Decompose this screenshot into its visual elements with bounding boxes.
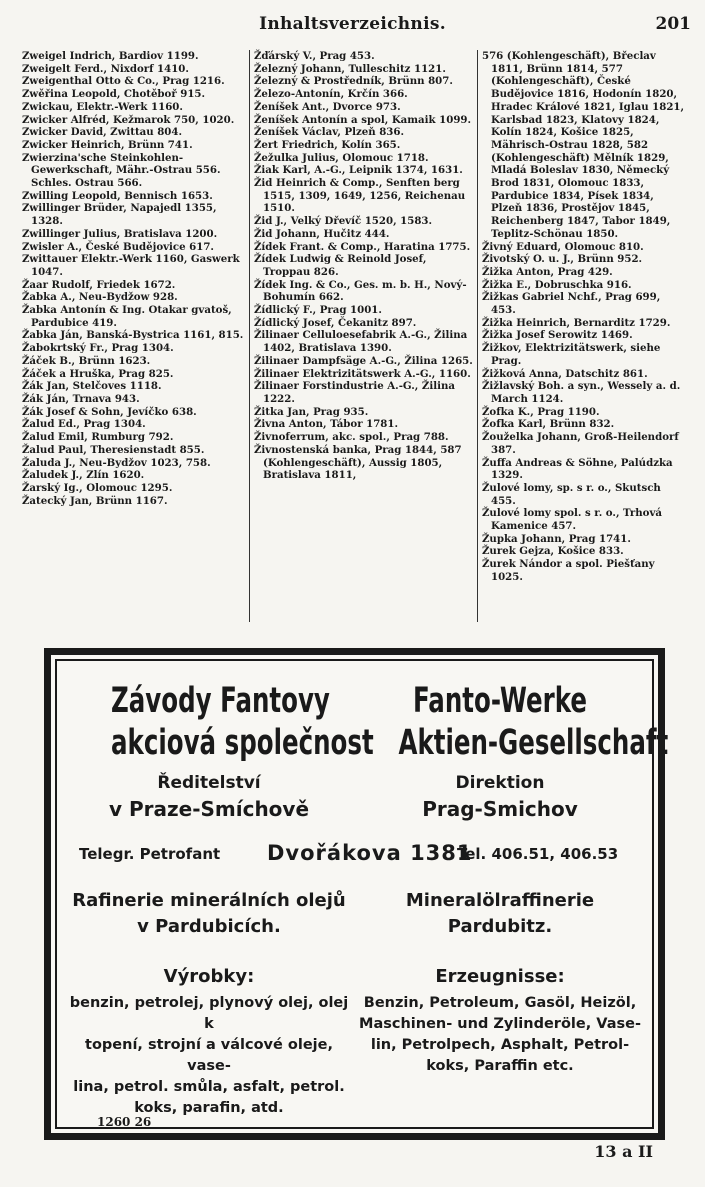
index-entry: Žabka Ján, Banská-Bystrica 1161, 815. <box>22 329 244 342</box>
ad-inner-border <box>55 659 669 1129</box>
index-entry: Žaludek J., Zlín 1620. <box>22 469 145 482</box>
ad-left-title-1: Závody Fantovy <box>111 681 330 721</box>
index-entry: Žilinaer Celluloesefabrik A.-G., Žilina 1402, Bratislava 1390. <box>254 329 468 355</box>
index-entry: Žofka K., Prag 1190. <box>482 405 600 418</box>
ad-left-refinery-1: Rafinerie minerálních olejů <box>72 890 346 911</box>
index-entry: Zwisler A., České Budějovice 617. <box>22 240 214 253</box>
ad-print-code: 1260 26 <box>97 1115 152 1129</box>
index-entry: Zweigel Indrich, Bardiov 1199. <box>22 50 199 62</box>
index-entry: Žižlavský Boh. a syn., Wessely a. d. March 1124. <box>482 380 681 405</box>
ad-product-line: lin, Petrolpech, Asphalt, Petrol- <box>370 1037 630 1053</box>
ad-address: Dvořákova 1381 <box>267 841 473 865</box>
index-entry: Žáček B., Brünn 1623. <box>22 354 151 367</box>
index-entry: Žabokrtský Fr., Prag 1304. <box>22 342 174 355</box>
ad-left-products <box>69 993 349 1119</box>
index-entry: Žežulka Julius, Olomouc 1718. <box>254 151 429 164</box>
index-entry: Žaluda J., Neu-Bydžov 1023, 758. <box>22 456 211 469</box>
index-entry: Žák Josef & Sohn, Jevíčko 638. <box>22 405 197 418</box>
index-entry: Žalud Paul, Theresienstadt 855. <box>22 443 205 456</box>
index-entry: Žižková Anna, Datschitz 861. <box>482 367 648 380</box>
index-entry: Žiak Karl, A.-G., Leipnik 1374, 1631. <box>254 164 463 177</box>
ad-left-sub-1: Ředitelství <box>157 773 261 793</box>
header-title: Inhaltsverzeichnis. <box>259 14 446 34</box>
index-entry: Žižkov, Elektrizitätswerk, siehe Prag. <box>482 342 661 367</box>
ad-right-sub-2: Prag-Smichov <box>422 797 578 821</box>
ad-right-products <box>355 993 645 1077</box>
index-entry: Žídek Frant. & Comp., Haratina 1775. <box>254 240 471 253</box>
index-entry: Žuffa Andreas & Söhne, Palúdzka 1329. <box>482 456 673 482</box>
index-entry: Ženíšek Antonín a spol, Kamaik 1099. <box>254 113 472 126</box>
index-entry: Žilinaer Elektrizitätswerk A.-G., 1160. <box>254 367 471 380</box>
column-divider <box>477 50 478 622</box>
index-entry: Župka Johann, Prag 1741. <box>482 532 631 545</box>
index-entry: Zwillinger Julius, Bratislava 1200. <box>22 227 218 240</box>
index-entry: Zweigelt Ferd., Nixdorf 1410. <box>22 62 189 75</box>
index-entry: Zwierzina'sche Steinkohlen-Gewerkschaft, Mähr.-Ostrau 556. Schles. Ostrau 566. <box>22 151 221 190</box>
index-entry: Zwicker Alfréd, Kežmarok 750, 1020. <box>22 113 235 126</box>
page-header <box>0 14 705 40</box>
index-entry: Žídlický F., Prag 1001. <box>254 304 382 317</box>
ad-product-line: koks, Paraffin etc. <box>426 1058 574 1074</box>
index-entry: Žáček a Hruška, Prag 825. <box>22 367 174 380</box>
index-entry: Žid Johann, Hučitz 444. <box>254 227 390 240</box>
index-entry: Živnoferrum, akc. spol., Prag 788. <box>254 431 449 444</box>
index-entry: Živna Anton, Tábor 1781. <box>254 418 399 431</box>
ad-right-title-1: Fanto-Werke <box>413 681 587 721</box>
ad-product-line: Benzin, Petroleum, Gasöl, Heizöl, <box>363 995 637 1011</box>
ad-right-sub-1: Direktion <box>455 773 545 793</box>
index-entry: Žurek Gejza, Košice 833. <box>482 545 624 558</box>
ad-left-refinery-2: v Pardubicích. <box>137 916 281 937</box>
ad-right-title-2: Aktien-Gesellschaft <box>398 723 669 763</box>
index-entry: Žižka Josef Serowitz 1469. <box>482 329 633 342</box>
index-column-1 <box>22 50 246 507</box>
index-entry: Žilinaer Forstindustrie A.-G., Žilina 1222. <box>254 380 455 405</box>
index-entry: 576 (Kohlengeschäft), Břeclav 1811, Brünn 1814, 577 (Kohlengeschäft), České Budějovice 1816, Hodonín 1820, Hradec Králové 1821, Iglau 1821, Karlsbad 1823, Klatovy 1824, Kolín 1824, Košice 1825, Mährisch-Ostrau 1828, 582 (Kohlengeschäft) Mělník 1829, Mladá Boleslav 1830, Německý Brod 1831, Olomouc 1833, Pardubice 1834, Písek 1834, Plzeň 1836, Prostějov 1845, Reichenberg 1847, Tabor 1849, Teplitz-Schönau 1850. <box>482 50 685 240</box>
index-entry: Zweigenthal Otto & Co., Prag 1216. <box>22 75 225 88</box>
index-entry: Žák Jan, Stelčoves 1118. <box>22 380 162 393</box>
index-columns <box>22 50 686 630</box>
column-divider <box>249 50 250 622</box>
index-entry: Žid J., Velký Dřevíč 1520, 1583. <box>254 215 433 228</box>
index-entry: Žulové lomy spol. s r. o., Trhová Kamenice 457. <box>482 507 662 533</box>
index-entry: Železný Johann, Tulleschitz 1121. <box>254 62 446 75</box>
index-entry: Žurek Nándor a spol. Piešťany 1025. <box>482 558 655 583</box>
index-entry: Zwickau, Elektr.-Werk 1160. <box>22 100 183 113</box>
index-entry: Ženíšek Ant., Dvorce 973. <box>254 100 401 113</box>
index-column-2 <box>254 50 474 482</box>
index-entry: Žďárský V., Prag 453. <box>254 50 375 62</box>
index-entry: Živnostenská banka, Prag 1844, 587 (Kohlengeschäft), Aussig 1805, Bratislava 1811, <box>254 443 462 482</box>
index-entry: Žarský Ig., Olomouc 1295. <box>22 481 173 494</box>
ad-telephone: Tel. 406.51, 406.53 <box>457 845 619 863</box>
ad-right-products-heading: Erzeugnisse: <box>435 966 565 987</box>
index-entry: Zwillinger Brüder, Napajedl 1355, 1328. <box>22 202 217 228</box>
page-number: 201 <box>655 14 691 34</box>
index-entry: Žídek Ludwig & Reinold Josef, Troppau 826. <box>254 253 427 278</box>
index-entry: Zwicker Heinrich, Brünn 741. <box>22 138 193 151</box>
index-entry: Železo-Antonín, Krčín 366. <box>254 88 408 101</box>
page-signature: 13 a II <box>594 1142 653 1161</box>
index-entry: Žák Ján, Trnava 943. <box>22 392 140 405</box>
index-entry: Životský O. u. J., Brünn 952. <box>482 253 643 266</box>
index-column-3 <box>482 50 687 584</box>
advertisement <box>44 648 669 1140</box>
index-entry: Žalud Emil, Rumburg 792. <box>22 431 174 444</box>
ad-left-title-2: akciová společnost <box>111 723 374 763</box>
index-entry: Žulové lomy, sp. s r. o., Skutsch 455. <box>482 481 661 507</box>
ad-product-line: benzin, petrolej, plynový olej, olej k <box>69 995 349 1032</box>
index-entry: Zwittauer Elektr.-Werk 1160, Gaswerk 1047. <box>22 253 240 278</box>
index-entry: Žouželka Johann, Groß-Heilendorf 387. <box>482 431 679 456</box>
index-entry: Žid Heinrich & Comp., Senften berg 1515, 1309, 1649, 1256, Reichenau 1510. <box>254 177 466 215</box>
index-entry: Žižka Anton, Prag 429. <box>482 265 613 278</box>
ad-left-sub-2: v Praze-Smíchově <box>108 797 310 821</box>
index-entry: Živný Eduard, Olomouc 810. <box>482 240 644 253</box>
index-entry: Ženíšek Václav, Plzeň 836. <box>254 126 405 139</box>
index-entry: Zwěřina Leopold, Chotěboř 915. <box>22 88 206 101</box>
ad-product-line: topení, strojní a válcové oleje, vase- <box>85 1037 333 1074</box>
ad-product-line: koks, parafin, atd. <box>134 1100 284 1116</box>
ad-product-line: lina, petrol. smůla, asfalt, petrol. <box>73 1079 345 1095</box>
index-entry: Žižka E., Dobruschka 916. <box>482 278 632 291</box>
index-entry: Zwicker David, Zwittau 804. <box>22 126 183 139</box>
index-entry: Žalud Ed., Prag 1304. <box>22 418 146 431</box>
index-entry: Žitka Jan, Prag 935. <box>254 405 369 418</box>
index-entry: Žídek Ing. & Co., Ges. m. b. H., Nový-Bohumín 662. <box>254 278 467 304</box>
ad-left-products-heading: Výrobky: <box>163 966 255 987</box>
index-entry: Žaar Rudolf, Friedek 1672. <box>22 278 176 291</box>
index-entry: Žabka Antonín & Ing. Otakar gvatoš, Pardubice 419. <box>22 304 232 329</box>
index-entry: Žert Friedrich, Kolín 365. <box>254 138 401 151</box>
index-entry: Žižkas Gabriel Nchf., Prag 699, 453. <box>482 291 661 317</box>
index-entry: Žídlický Josef, Čekanitz 897. <box>254 316 417 329</box>
index-entry: Žofka Karl, Brünn 832. <box>482 418 615 431</box>
ad-right-refinery-1: Mineralölraffinerie <box>405 890 595 911</box>
index-entry: Zwilling Leopold, Bennisch 1653. <box>22 189 213 202</box>
index-entry: Žabka A., Neu-Bydžow 928. <box>22 291 178 304</box>
index-entry: Žatecký Jan, Brünn 1167. <box>22 494 168 507</box>
ad-product-line: Maschinen- und Zylinderöle, Vase- <box>359 1016 641 1032</box>
ad-telegram: Telegr. Petrofant <box>79 845 221 863</box>
index-entry: Železný & Prostředník, Brünn 807. <box>254 75 453 88</box>
index-entry: Žižka Heinrich, Bernarditz 1729. <box>482 316 671 329</box>
ad-right-refinery-2: Pardubitz. <box>447 916 553 937</box>
index-entry: Žilinaer Dampfsäge A.-G., Žilina 1265. <box>254 354 473 367</box>
